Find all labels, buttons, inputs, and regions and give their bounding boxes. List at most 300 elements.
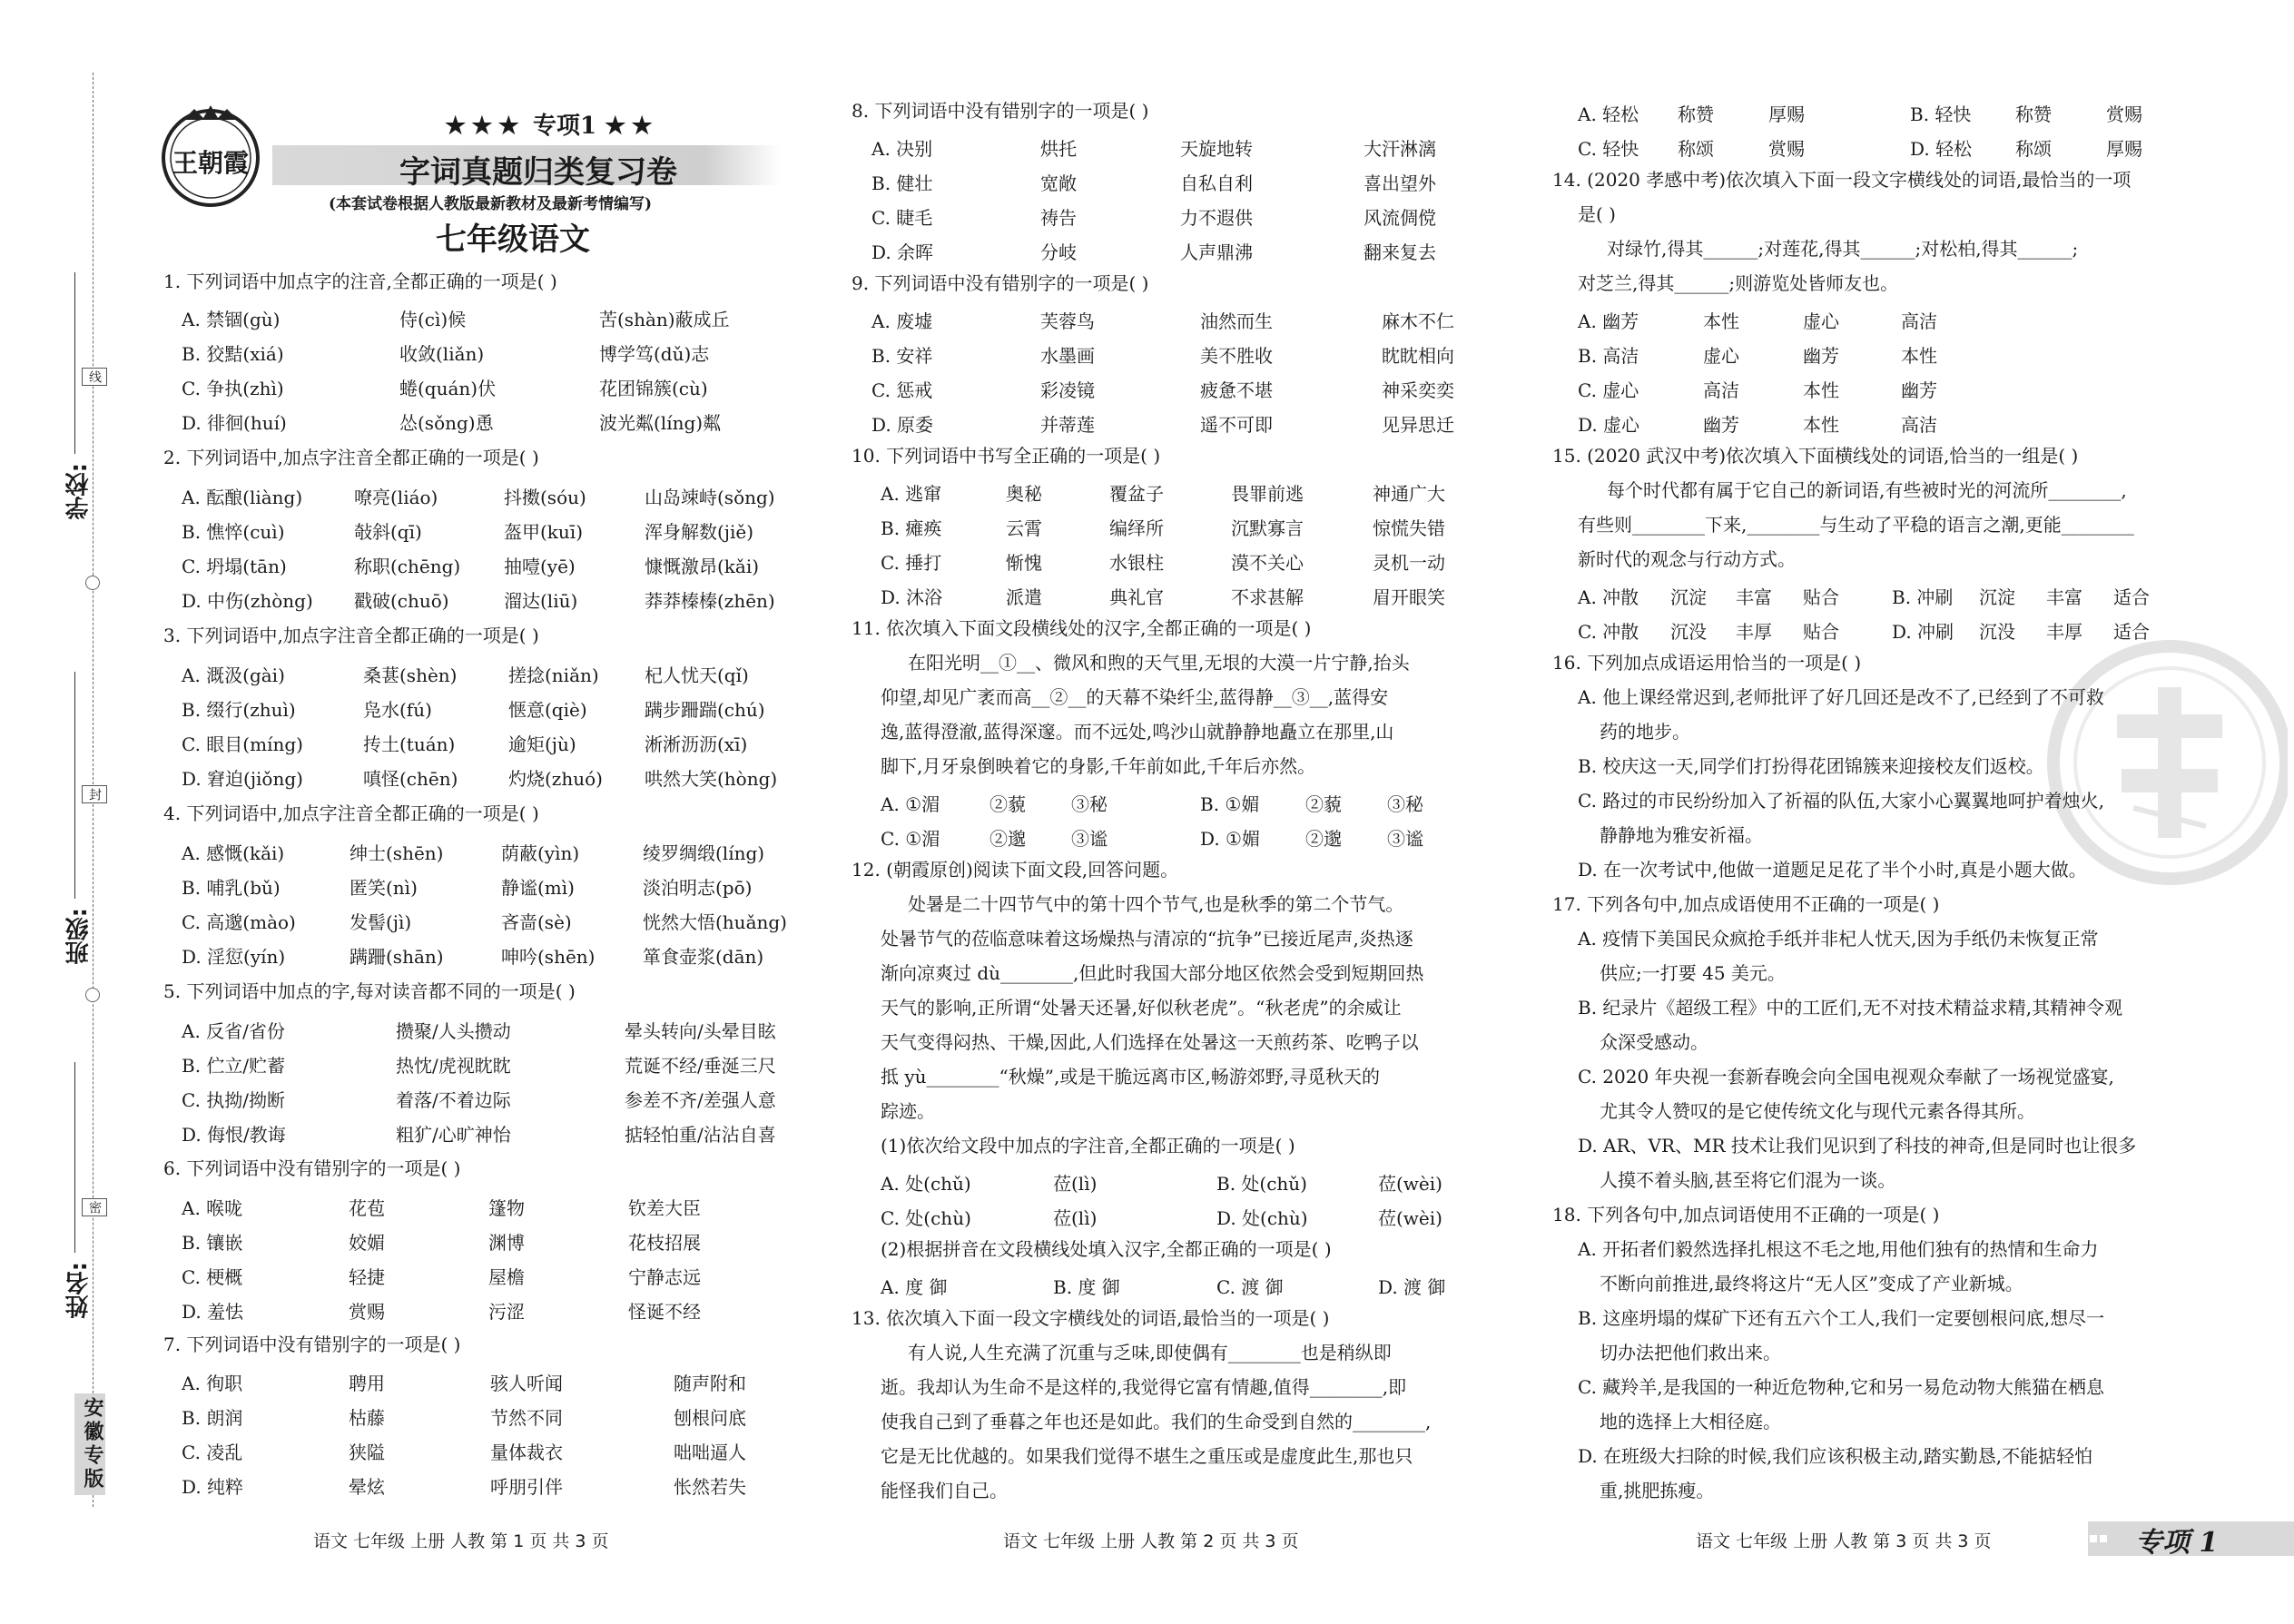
- q18-option-d-cont: 重,挑肥拣瘦。: [1600, 1480, 1715, 1501]
- q10-option-a[interactable]: A. 逃窜: [881, 483, 942, 505]
- q12-sub1-option-c[interactable]: C. 处(chù): [881, 1207, 971, 1229]
- q8-option-d[interactable]: D. 余晖: [871, 241, 934, 263]
- q4-option-a-2: 绅士(shēn): [350, 842, 444, 864]
- q3-option-a-3: 搓捻(niǎn): [508, 664, 599, 686]
- q1-option-d[interactable]: D. 徘徊(huí): [182, 412, 287, 434]
- q11-passage-line-3: 逸,蓝得澄澈,蓝得深邃。而不远处,鸣沙山就静静地矗立在那里,山: [881, 721, 1394, 743]
- q15-option-b-3: 丰富: [2046, 586, 2082, 608]
- q18-option-a-cont: 不断向前推进,最终将这片“无人区”变成了产业新城。: [1600, 1273, 2023, 1294]
- question-6-stem: 6. 下列词语中没有错别字的一项是( ): [163, 1157, 461, 1179]
- q4-option-d-3: 呻吟(shēn): [501, 946, 596, 968]
- q2-option-d-4: 莽莽榛榛(zhēn): [645, 590, 775, 612]
- q3-option-c[interactable]: C. 眼目(míng): [182, 733, 303, 755]
- q10-option-c-4: 漠不关心: [1231, 552, 1304, 574]
- question-7-stem: 7. 下列词语中没有错别字的一项是( ): [163, 1334, 461, 1355]
- question-5-stem: 5. 下列词语中加点的字,每对读音都不同的一项是( ): [163, 980, 576, 1002]
- question-18-stem: 18. 下列各句中,加点词语使用不正确的一项是( ): [1552, 1204, 1940, 1225]
- q12-passage-line-6: 抵 yù________“秋燥”,或是干脆远离市区,畅游郊野,寻觅秋天的: [881, 1066, 1381, 1088]
- q5-option-d[interactable]: D. 侮恨/教诲: [182, 1124, 286, 1146]
- q15-option-b-4: 适合: [2113, 586, 2150, 608]
- q13-option-c-3: 赏赐: [1768, 138, 1805, 160]
- q15-option-d[interactable]: D. 冲刷: [1892, 621, 1954, 643]
- q16-option-a[interactable]: A. 他上课经常迟到,老师批评了好几回还是改不了,已经到了不可救: [1578, 686, 2104, 708]
- q3-option-b[interactable]: B. 缀行(zhuì): [182, 699, 296, 721]
- q6-option-a-3: 篷物: [488, 1197, 525, 1219]
- q7-option-a[interactable]: A. 徇职: [182, 1373, 243, 1394]
- q3-option-b-3: 惬意(qiè): [508, 699, 587, 721]
- q15-option-a-4: 贴合: [1803, 586, 1839, 608]
- q3-option-b-2: 凫水(fú): [363, 699, 432, 721]
- q4-option-a-4: 绫罗绸缎(líng): [643, 842, 765, 864]
- question-11-stem: 11. 依次填入下面文段横线处的汉字,全都正确的一项是( ): [852, 617, 1312, 639]
- q9-option-b[interactable]: B. 安祥: [871, 345, 933, 367]
- q10-option-c[interactable]: C. 捶打: [881, 552, 942, 574]
- q8-option-b[interactable]: B. 健壮: [871, 172, 933, 194]
- q11-option-c-3: ③谧: [1071, 828, 1108, 850]
- q4-option-c-2: 发髻(jì): [350, 911, 412, 933]
- q11-option-a-3: ③秘: [1071, 793, 1108, 815]
- q2-option-d[interactable]: D. 中伤(zhòng): [182, 590, 313, 612]
- q5-option-b[interactable]: B. 伫立/贮蓄: [182, 1055, 286, 1077]
- question-4-stem: 4. 下列词语中,加点字注音全都正确的一项是( ): [163, 802, 539, 824]
- q9-option-d-4: 见异思迁: [1382, 414, 1454, 436]
- q17-option-a-cont: 供应;一打要 45 美元。: [1600, 962, 1786, 984]
- seal-secret-mark: 密: [82, 1198, 107, 1216]
- q6-option-b-3: 渊博: [488, 1232, 525, 1254]
- q14-option-b-2: 虚心: [1703, 345, 1739, 367]
- q4-option-d-2: 蹒跚(shān): [350, 946, 444, 968]
- q4-option-d-4: 箪食壶浆(dān): [643, 946, 764, 968]
- q6-option-d[interactable]: D. 羞怯: [182, 1301, 244, 1323]
- q12-sub1-option-a[interactable]: A. 处(chǔ): [881, 1173, 971, 1195]
- q7-option-c-4: 咄咄逼人: [674, 1442, 746, 1463]
- q11-option-b-2: ②藐: [1305, 793, 1342, 815]
- q14-option-a-2: 本性: [1703, 310, 1739, 332]
- q4-option-b[interactable]: B. 哺乳(bǔ): [182, 877, 281, 899]
- q11-passage-line-1: 在阳光明__①__、微风和煦的天气里,无垠的大漠一片宁静,抬头: [908, 652, 1410, 674]
- q6-option-d-2: 赏赐: [349, 1301, 385, 1323]
- q13-option-a[interactable]: A. 轻松: [1578, 103, 1639, 125]
- q8-option-d-3: 人声鼎沸: [1180, 241, 1253, 263]
- q9-option-c-2: 彩凌镜: [1040, 379, 1095, 401]
- q2-option-c[interactable]: C. 坍塌(tān): [182, 556, 287, 577]
- q12-passage-line-5: 天气变得闷热、干燥,因此,人们选择在处暑这一天煎药茶、吃鸭子以: [881, 1031, 1419, 1053]
- q2-option-a[interactable]: A. 酝酿(liàng): [182, 487, 303, 508]
- q9-option-b-2: 水墨画: [1040, 345, 1095, 367]
- q8-option-c[interactable]: C. 睫毛: [871, 207, 933, 229]
- q14-option-a[interactable]: A. 幽芳: [1578, 310, 1639, 332]
- q7-option-d[interactable]: D. 纯粹: [182, 1476, 244, 1498]
- q3-option-c-2: 抟土(tuán): [363, 733, 456, 755]
- q2-option-b-4: 浑身解数(jiě): [645, 521, 754, 543]
- q11-option-b-3: ③秘: [1387, 793, 1423, 815]
- q12-passage-line-7: 踪迹。: [881, 1100, 935, 1122]
- q9-option-c-3: 疲惫不堪: [1200, 379, 1273, 401]
- q10-option-d-3: 典礼官: [1109, 586, 1164, 608]
- q10-option-c-3: 水银柱: [1109, 552, 1164, 574]
- q14-option-c-4: 幽芳: [1901, 379, 1937, 401]
- seal-seal-mark: 封: [82, 785, 107, 803]
- q12-sub1-stem: (1)依次给文段中加点的字注音,全都正确的一项是( ): [881, 1135, 1295, 1156]
- q13-option-c-2: 称颂: [1678, 138, 1714, 160]
- q14-option-a-4: 高洁: [1901, 310, 1937, 332]
- q15-option-d-2: 沉没: [1979, 621, 2015, 643]
- name-label: 姓名:: [65, 1262, 93, 1319]
- special-label-text: 专项1: [533, 113, 597, 140]
- q14-option-d-2: 幽芳: [1703, 414, 1739, 436]
- q6-option-c-2: 轻捷: [349, 1266, 385, 1288]
- q7-option-a-2: 聘用: [349, 1373, 385, 1394]
- q8-option-d-4: 翻来复去: [1364, 241, 1436, 263]
- q17-option-d[interactable]: D. AR、VR、MR 技术让我们见识到了科技的神奇,但是同时也让很多: [1578, 1135, 2137, 1156]
- q6-option-c-4: 宁静志远: [628, 1266, 701, 1288]
- q5-option-d-3: 掂轻怕重/沾沾自喜: [625, 1124, 776, 1146]
- q4-option-c-4: 恍然大悟(huǎng): [643, 911, 787, 933]
- q18-option-c[interactable]: C. 藏羚羊,是我国的一种近危物种,它和另一易危动物大熊猫在栖息: [1578, 1376, 2105, 1398]
- q12-sub1-option-d-2: 莅(wèi): [1378, 1207, 1442, 1229]
- q5-option-a-2: 攒聚/人头攒动: [396, 1020, 511, 1042]
- q8-option-c-2: 祷告: [1040, 207, 1077, 229]
- logo-text: 王朝霞: [172, 148, 249, 178]
- hole-icon: [85, 576, 100, 590]
- q11-option-b[interactable]: B. ①媚: [1200, 793, 1260, 815]
- q9-option-d-2: 并蒂莲: [1040, 414, 1095, 436]
- q3-option-d-3: 灼烧(zhuó): [508, 768, 603, 790]
- q17-option-d-cont: 人摸不着头脑,甚至将它们混为一谈。: [1600, 1169, 1896, 1191]
- q13-passage-line-1: 有人说,人生充满了沉重与乏味,即使偶有________也是稍纵即: [908, 1342, 1392, 1363]
- q8-option-a-4: 大汗淋漓: [1364, 138, 1436, 160]
- q15-option-b-2: 沉淀: [1979, 586, 2015, 608]
- q15-option-a-2: 沉淀: [1670, 586, 1707, 608]
- q7-option-b[interactable]: B. 朗润: [182, 1407, 243, 1429]
- q10-option-b-2: 云霄: [1006, 517, 1042, 539]
- q7-option-c-2: 狭隘: [349, 1442, 385, 1463]
- q7-option-d-3: 呼朋引伴: [490, 1476, 563, 1498]
- q10-option-d-5: 眉开眼笑: [1373, 586, 1445, 608]
- q13-option-b[interactable]: B. 轻快: [1910, 103, 1972, 125]
- q7-option-c[interactable]: C. 凌乱: [182, 1442, 243, 1463]
- q16-option-d[interactable]: D. 在一次考试中,他做一道题足足花了半个小时,真是小题大做。: [1578, 859, 2087, 881]
- q11-passage-line-4: 脚下,月牙泉倒映着它的身影,千年前如此,千年后亦然。: [881, 755, 1316, 777]
- q11-option-d[interactable]: D. ①媚: [1200, 828, 1260, 850]
- q5-option-a-3: 晕头转向/头晕目眩: [625, 1020, 776, 1042]
- q14-option-d[interactable]: D. 虚心: [1578, 414, 1640, 436]
- q14-passage-line-1: 对绿竹,得其______;对莲花,得其______;对松柏,得其______;: [1607, 238, 2079, 260]
- q16-option-a-cont: 药的地步。: [1600, 721, 1690, 743]
- school-field[interactable]: [74, 272, 75, 454]
- q7-option-b-3: 节然不同: [490, 1407, 563, 1429]
- q1-option-b[interactable]: B. 狡黠(xiá): [182, 343, 284, 365]
- q8-option-a[interactable]: A. 决别: [871, 138, 933, 160]
- question-9-stem: 9. 下列词语中没有错别字的一项是( ): [852, 272, 1149, 294]
- q15-option-b[interactable]: B. 冲刷: [1892, 586, 1954, 608]
- q6-option-a-2: 花苞: [349, 1197, 385, 1219]
- q6-option-b-4: 花枝招展: [628, 1232, 701, 1254]
- q18-option-a[interactable]: A. 开拓者们毅然选择扎根这不毛之地,用他们独有的热情和生命力: [1578, 1238, 2099, 1260]
- q12-sub1-option-a-2: 莅(lì): [1053, 1173, 1098, 1195]
- q7-option-b-2: 枯藤: [349, 1407, 385, 1429]
- q9-option-d-3: 遥不可即: [1200, 414, 1273, 436]
- q8-option-b-4: 喜出望外: [1364, 172, 1436, 194]
- q1-option-a-2: 侍(cì)候: [399, 309, 467, 330]
- footer-page-3: 语文 七年级 上册 人教 第 3 页 共 3 页: [1696, 1531, 1992, 1551]
- q6-option-b[interactable]: B. 镶嵌: [182, 1232, 243, 1254]
- q15-option-c[interactable]: C. 冲散: [1578, 621, 1639, 643]
- q1-option-b-2: 收敛(liǎn): [399, 343, 485, 365]
- q6-option-c-3: 屋檐: [488, 1266, 525, 1288]
- q14-option-c-2: 高洁: [1703, 379, 1739, 401]
- name-field[interactable]: [74, 1062, 75, 1253]
- stamp-icon: [2033, 635, 2288, 890]
- question-17-stem: 17. 下列各句中,加点成语使用不正确的一项是( ): [1552, 893, 1940, 915]
- q7-option-b-4: 刨根问底: [674, 1407, 746, 1429]
- q16-option-c-cont: 静静地为雅安祈福。: [1600, 824, 1763, 846]
- q10-option-c-5: 灵机一动: [1373, 552, 1445, 574]
- q3-option-a-2: 桑葚(shèn): [363, 664, 458, 686]
- logo: [156, 102, 265, 211]
- question-1-stem: 1. 下列词语中加点字的注音,全都正确的一项是( ): [163, 271, 557, 292]
- q18-option-b-cont: 切办法把他们救出来。: [1600, 1342, 1781, 1363]
- q8-option-a-2: 烘托: [1040, 138, 1077, 160]
- q16-option-b[interactable]: B. 校庆这一天,同学们打扮得花团锦簇来迎接校友们返校。: [1578, 755, 2044, 777]
- q4-option-d[interactable]: D. 淫愆(yín): [182, 946, 286, 968]
- q7-option-a-4: 随声附和: [674, 1373, 746, 1394]
- q10-option-a-4: 畏罪前逃: [1231, 483, 1304, 505]
- q1-option-c-2: 蜷(quán)伏: [399, 378, 497, 399]
- q7-option-c-3: 量体裁衣: [490, 1442, 563, 1463]
- q9-option-b-3: 美不胜收: [1200, 345, 1273, 367]
- q9-option-a[interactable]: A. 废墟: [871, 310, 933, 332]
- q11-option-a-2: ②藐: [989, 793, 1026, 815]
- q14-option-a-3: 虚心: [1803, 310, 1839, 332]
- q5-option-b-3: 荒诞不经/垂涎三尺: [625, 1055, 776, 1077]
- q12-passage-line-2: 处暑节气的莅临意味着这场燥热与清凉的“抗争”已接近尾声,炎热逐: [881, 928, 1413, 950]
- q8-option-a-3: 天旋地转: [1180, 138, 1253, 160]
- q8-option-d-2: 分岐: [1040, 241, 1077, 263]
- q2-option-b[interactable]: B. 憔悴(cuì): [182, 521, 285, 543]
- edition-label: 安徽专版: [74, 1393, 105, 1495]
- q14-option-c[interactable]: C. 虚心: [1578, 379, 1639, 401]
- question-12-stem: 12. (朝霞原创)阅读下面文段,回答问题。: [852, 859, 1179, 881]
- q9-option-c[interactable]: C. 惩戒: [871, 379, 933, 401]
- q14-option-c-3: 本性: [1803, 379, 1839, 401]
- q12-passage-line-1: 处暑是二十四节气中的第十四个节气,也是秋季的第二个节气。: [908, 893, 1404, 915]
- q13-option-a-2: 称赞: [1678, 103, 1714, 125]
- q3-option-d-4: 哄然大笑(hòng): [645, 768, 778, 790]
- seal-line-mark: 线: [82, 368, 107, 386]
- q9-option-b-4: 眈眈相向: [1382, 345, 1454, 367]
- q15-option-c-2: 沉没: [1670, 621, 1707, 643]
- q14-passage-line-2: 对芝兰,得其______;则游览处皆师友也。: [1578, 272, 1899, 294]
- q6-option-d-4: 怪诞不经: [628, 1301, 701, 1323]
- footer-page-1: 语文 七年级 上册 人教 第 1 页 共 3 页: [313, 1531, 609, 1551]
- q10-option-b-3: 编绎所: [1109, 517, 1164, 539]
- q1-option-a-3: 苦(shàn)蔽成丘: [599, 309, 730, 330]
- q3-option-d-2: 嗔怪(chēn): [363, 768, 458, 790]
- q6-option-b-2: 姣媚: [349, 1232, 385, 1254]
- q10-option-d-4: 不求甚解: [1231, 586, 1304, 608]
- q4-option-a-3: 荫蔽(yìn): [501, 842, 580, 864]
- q3-option-c-4: 淅淅沥沥(xī): [645, 733, 748, 755]
- q14-option-b-4: 本性: [1901, 345, 1937, 367]
- q8-option-b-3: 自私自利: [1180, 172, 1253, 194]
- q9-option-a-3: 油然而生: [1200, 310, 1273, 332]
- q12-sub1-option-d[interactable]: D. 处(chù): [1216, 1207, 1308, 1229]
- q6-option-d-3: 污涩: [488, 1301, 525, 1323]
- q5-option-b-2: 热忱/虎视眈眈: [396, 1055, 511, 1077]
- q17-option-c-cont: 尤其令人赞叹的是它使传统文化与现代元素各得其所。: [1600, 1100, 2035, 1122]
- q1-option-c-3: 花团锦簇(cù): [599, 378, 708, 399]
- q2-option-c-2: 称职(chēng): [354, 556, 461, 577]
- q14-option-b[interactable]: B. 高洁: [1578, 345, 1639, 367]
- question-16-stem: 16. 下列加点成语运用恰当的一项是( ): [1552, 652, 1862, 674]
- q4-option-c[interactable]: C. 高邈(mào): [182, 911, 296, 933]
- q17-option-b-cont: 众深受感动。: [1600, 1031, 1708, 1053]
- q12-sub2-stem: (2)根据拼音在文段横线处填入汉字,全都正确的一项是( ): [881, 1238, 1332, 1260]
- q13-passage-line-4: 它是无比优越的。如果我们觉得不堪生之重压或是虚度此生,那也只: [881, 1445, 1413, 1467]
- q8-option-c-4: 风流倜傥: [1364, 207, 1436, 229]
- q15-option-d-3: 丰厚: [2046, 621, 2082, 643]
- q7-option-d-2: 晕炫: [349, 1476, 385, 1498]
- q2-option-d-2: 戳破(chuō): [354, 590, 449, 612]
- q12-passage-line-3: 渐向凉爽过 dù________,但此时我国大部分地区依然会受到短期回热: [881, 962, 1424, 984]
- q13-option-c[interactable]: C. 轻快: [1578, 138, 1639, 160]
- q12-sub2-option-c[interactable]: C. 渡 御: [1216, 1276, 1284, 1298]
- corner-tag: 专项 1: [2135, 1527, 2219, 1559]
- q12-sub2-option-d[interactable]: D. 渡 御: [1378, 1276, 1446, 1298]
- grade-title: 七年级语文: [436, 221, 590, 258]
- q18-option-d[interactable]: D. 在班级大扫除的时候,我们应该积极主动,踏实勤恳,不能掂轻怕: [1578, 1445, 2093, 1467]
- q13-option-a-3: 厚赐: [1768, 103, 1805, 125]
- q14-option-d-3: 本性: [1803, 414, 1839, 436]
- q1-option-a[interactable]: A. 禁锢(gù): [182, 309, 281, 330]
- q5-option-d-2: 粗犷/心旷神怡: [396, 1124, 511, 1146]
- q2-option-c-3: 抽噎(yē): [504, 556, 576, 577]
- q15-option-a-3: 丰富: [1736, 586, 1772, 608]
- q18-option-b[interactable]: B. 这座坍塌的煤矿下还有五六个工人,我们一定要刨根问底,想尽一: [1578, 1307, 2105, 1329]
- q11-option-c[interactable]: C. ①湄: [881, 828, 940, 850]
- q2-option-b-2: 敧斜(qī): [354, 521, 422, 543]
- q9-option-a-2: 芙蓉鸟: [1040, 310, 1095, 332]
- q10-option-a-5: 神通广大: [1373, 483, 1445, 505]
- q15-option-a[interactable]: A. 冲散: [1578, 586, 1639, 608]
- special-label: ★★★ 专项1 ★★: [445, 113, 658, 140]
- q6-option-a[interactable]: A. 喉咙: [182, 1197, 243, 1219]
- q13-option-b-3: 赏赐: [2106, 103, 2142, 125]
- q2-option-a-3: 抖擞(sóu): [504, 487, 586, 508]
- q11-option-a[interactable]: A. ①湄: [881, 793, 940, 815]
- q13-passage-line-2: 逝。我却认为生命不是这样的,我觉得它富有情趣,值得________,即: [881, 1376, 1407, 1398]
- class-field[interactable]: [74, 672, 75, 899]
- q13-option-d[interactable]: D. 轻松: [1910, 138, 1973, 160]
- q12-sub2-option-b[interactable]: B. 度 御: [1053, 1276, 1120, 1298]
- q15-option-c-4: 贴合: [1803, 621, 1839, 643]
- q12-sub1-option-b-2: 莅(wèi): [1378, 1173, 1442, 1195]
- q3-option-b-4: 蹒步跚踹(chú): [645, 699, 765, 721]
- q17-option-c[interactable]: C. 2020 年央视一套新春晚会向全国电视观众奉献了一场视觉盛宴,: [1578, 1066, 2114, 1088]
- q5-option-a[interactable]: A. 反省/省份: [182, 1020, 285, 1042]
- question-15-stem: 15. (2020 武汉中考)依次填入下面横线处的词语,恰当的一组是( ): [1552, 445, 2079, 467]
- q9-option-d[interactable]: D. 原委: [871, 414, 934, 436]
- q17-option-b[interactable]: B. 纪录片《超级工程》中的工匠们,无不对技术精益求精,其精神令观: [1578, 997, 2123, 1019]
- q18-option-c-cont: 地的选择上大相径庭。: [1600, 1411, 1781, 1432]
- watermark-stamp: [2033, 635, 2288, 890]
- q3-option-a[interactable]: A. 溉汲(gài): [182, 664, 285, 686]
- q11-option-d-2: ②邈: [1305, 828, 1342, 850]
- q10-option-b-4: 沉默寡言: [1231, 517, 1304, 539]
- q10-option-a-3: 覆盆子: [1109, 483, 1164, 505]
- q11-option-d-3: ③谧: [1387, 828, 1423, 850]
- q6-option-a-4: 钦差大臣: [628, 1197, 701, 1219]
- q5-option-c-2: 着落/不着边际: [396, 1089, 511, 1111]
- class-label: 班级:: [65, 908, 93, 965]
- q17-option-a[interactable]: A. 疫情下美国民众疯抢手纸并非杞人忧天,因为手纸仍未恢复正常: [1578, 928, 2099, 950]
- q14-option-b-3: 幽芳: [1803, 345, 1839, 367]
- hole-icon: [85, 988, 100, 1002]
- q16-option-c[interactable]: C. 路过的市民纷纷加入了祈福的队伍,大家小心翼翼地呵护着烛火,: [1578, 790, 2105, 812]
- q5-option-c[interactable]: C. 执拗/拗断: [182, 1089, 286, 1111]
- q12-sub2-option-a[interactable]: A. 度 御: [881, 1276, 948, 1298]
- q10-option-d[interactable]: D. 沐浴: [881, 586, 943, 608]
- q13-option-d-3: 厚赐: [2106, 138, 2142, 160]
- q11-passage-line-2: 仰望,却见广袤而高__②__的天幕不染纤尘,蓝得静__③__,蓝得安: [881, 686, 1389, 708]
- q10-option-b[interactable]: B. 瘫痪: [881, 517, 942, 539]
- q4-option-a[interactable]: A. 感慨(kǎi): [182, 842, 285, 864]
- corner-tag-squares: [2090, 1529, 2107, 1546]
- q15-passage-line-3: 新时代的观念与行动方式。: [1578, 548, 1796, 570]
- q12-sub1-option-c-2: 莅(lì): [1053, 1207, 1098, 1229]
- question-3-stem: 3. 下列词语中,加点字注音全都正确的一项是( ): [163, 625, 539, 646]
- q2-option-b-3: 盔甲(kuī): [504, 521, 584, 543]
- question-14-stem: 14. (2020 孝感中考)依次填入下面一段文字横线处的词语,最恰当的一项: [1552, 169, 2132, 191]
- q14-option-d-4: 高洁: [1901, 414, 1937, 436]
- q15-option-d-4: 适合: [2113, 621, 2150, 643]
- question-8-stem: 8. 下列词语中没有错别字的一项是( ): [852, 100, 1149, 122]
- q1-option-d-3: 波光粼(líng)粼: [599, 412, 722, 434]
- q13-passage-line-5: 能怪我们自己。: [881, 1480, 1008, 1501]
- q8-option-b-2: 宽敞: [1040, 172, 1077, 194]
- question-2-stem: 2. 下列词语中,加点字注音全都正确的一项是( ): [163, 447, 539, 468]
- q12-sub1-option-b[interactable]: B. 处(chǔ): [1216, 1173, 1307, 1195]
- q7-option-a-3: 骇人听闻: [490, 1373, 563, 1394]
- q3-option-d[interactable]: D. 窘迫(jiǒng): [182, 768, 303, 790]
- q15-option-c-3: 丰厚: [1736, 621, 1772, 643]
- q13-option-d-2: 称颂: [2015, 138, 2052, 160]
- q5-option-c-3: 参差不齐/差强人意: [625, 1089, 776, 1111]
- q3-option-a-4: 杞人忧天(qǐ): [645, 664, 749, 686]
- q10-option-a-2: 奥秘: [1006, 483, 1042, 505]
- question-13-stem: 13. 依次填入下面一段文字横线处的词语,最恰当的一项是( ): [852, 1307, 1330, 1329]
- page-title: 字词真题归类复习卷: [399, 154, 677, 191]
- q4-option-c-3: 吝啬(sè): [501, 911, 572, 933]
- q4-option-b-3: 静谧(mì): [501, 877, 575, 899]
- q1-option-b-3: 博学笃(dǔ)志: [599, 343, 710, 365]
- q10-option-d-2: 派遣: [1006, 586, 1042, 608]
- q4-option-b-2: 匿笑(nì): [350, 877, 418, 899]
- q6-option-c[interactable]: C. 梗概: [182, 1266, 243, 1288]
- q12-passage-line-4: 天气的影响,正所谓“处暑天还暑,好似秋老虎”。“秋老虎”的余威让: [881, 997, 1402, 1019]
- school-label: 学校:: [65, 463, 93, 520]
- q2-option-a-2: 嘹亮(liáo): [354, 487, 438, 508]
- question-14-stem-2: 是( ): [1578, 203, 1616, 225]
- q3-option-c-3: 逾矩(jù): [508, 733, 576, 755]
- q10-option-c-2: 惭愧: [1006, 552, 1042, 574]
- page-subtitle: (本套试卷根据人教版最新教材及最新考情编写): [329, 195, 653, 213]
- footer-page-2: 语文 七年级 上册 人教 第 2 页 共 3 页: [1003, 1531, 1299, 1551]
- q13-option-b-2: 称赞: [2015, 103, 2052, 125]
- q1-option-c[interactable]: C. 争执(zhì): [182, 378, 284, 399]
- q15-passage-line-1: 每个时代都有属于它自己的新词语,有些被时光的河流所________,: [1607, 479, 2127, 501]
